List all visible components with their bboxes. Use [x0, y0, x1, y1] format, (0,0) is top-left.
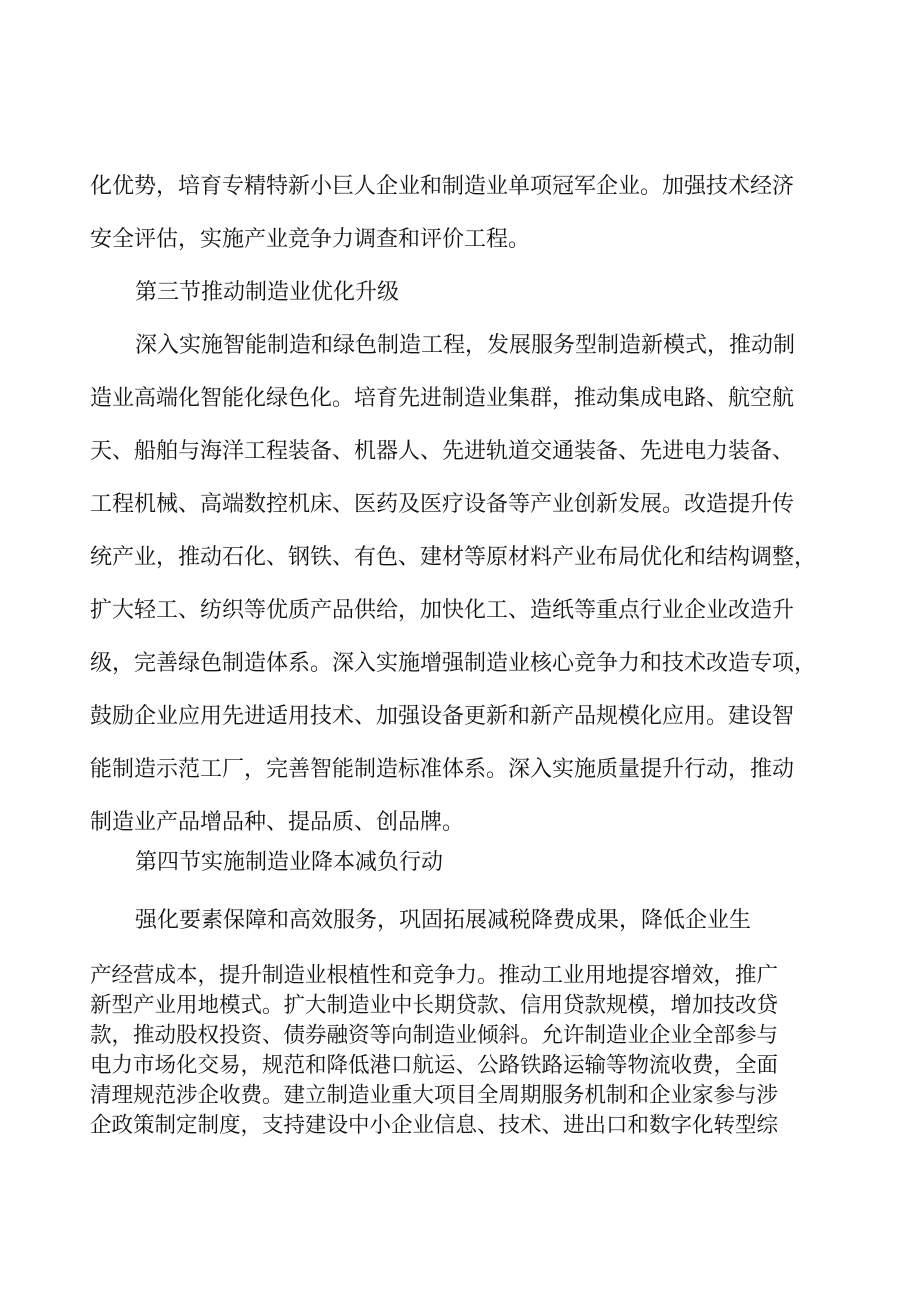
text-line: 深入实施智能制造和绿色制造工程，发展服务型制造新模式，推动制 — [135, 333, 796, 358]
text-line: 能制造示范工厂，完善智能制造标准体系。深入实施质量提升行动，推动 — [90, 757, 795, 782]
text-line: 企政策制定制度，支持建设中小企业信息、技术、进出口和数字化转型综 — [90, 1113, 779, 1138]
heading-text: 第三节推动制造业优化升级 — [135, 280, 400, 305]
text-line: 强化要素保障和高效服务，巩固拓展减税降费成果，降低企业生 — [135, 908, 752, 933]
text-line: 新型产业用地模式。扩大制造业中长期贷款、信用贷款规模，增加技改贷 — [90, 993, 779, 1018]
text-line: 安全评估，实施产业竞争力调查和评价工程。 — [90, 227, 531, 252]
text-line: 统产业，推动石化、钢铁、有色、建材等原材料产业布局优化和结构调整， — [90, 545, 817, 570]
text-line: 造业高端化智能化绿色化。培育先进制造业集群，推动集成电路、航空航 — [90, 386, 795, 411]
heading-text: 第四节实施制造业降本减负行动 — [135, 850, 444, 875]
text-line: 工程机械、高端数控机床、医药及医疗设备等产业创新发展。改造提升传 — [90, 492, 795, 517]
text-line: 化优势，培育专精特新小巨人企业和制造业单项冠军企业。加强技术经济 — [90, 174, 795, 199]
text-line: 扩大轻工、纺织等优质产品供给，加快化工、造纸等重点行业企业改造升 — [90, 598, 795, 623]
text-line: 产经营成本，提升制造业根植性和竞争力。推动工业用地提容增效，推广 — [90, 963, 779, 988]
text-line: 级，完善绿色制造体系。深入实施增强制造业核心竞争力和技术改造专项， — [90, 651, 817, 676]
text-line: 清理规范涉企收费。建立制造业重大项目全周期服务机制和企业家参与涉 — [90, 1083, 779, 1108]
text-line: 天、船舶与海洋工程装备、机器人、先进轨道交通装备、先进电力装备、 — [90, 439, 795, 464]
text-line: 款，推动股权投资、债券融资等向制造业倾斜。允许制造业企业全部参与 — [90, 1023, 779, 1048]
text-line: 制造业产品增品种、提品质、创品牌。 — [90, 810, 465, 835]
text-line: 电力市场化交易，规范和降低港口航运、公路铁路运输等物流收费，全面 — [90, 1053, 779, 1078]
text-line: 鼓励企业应用先进适用技术、加强设备更新和新产品规模化应用。建设智 — [90, 704, 795, 729]
